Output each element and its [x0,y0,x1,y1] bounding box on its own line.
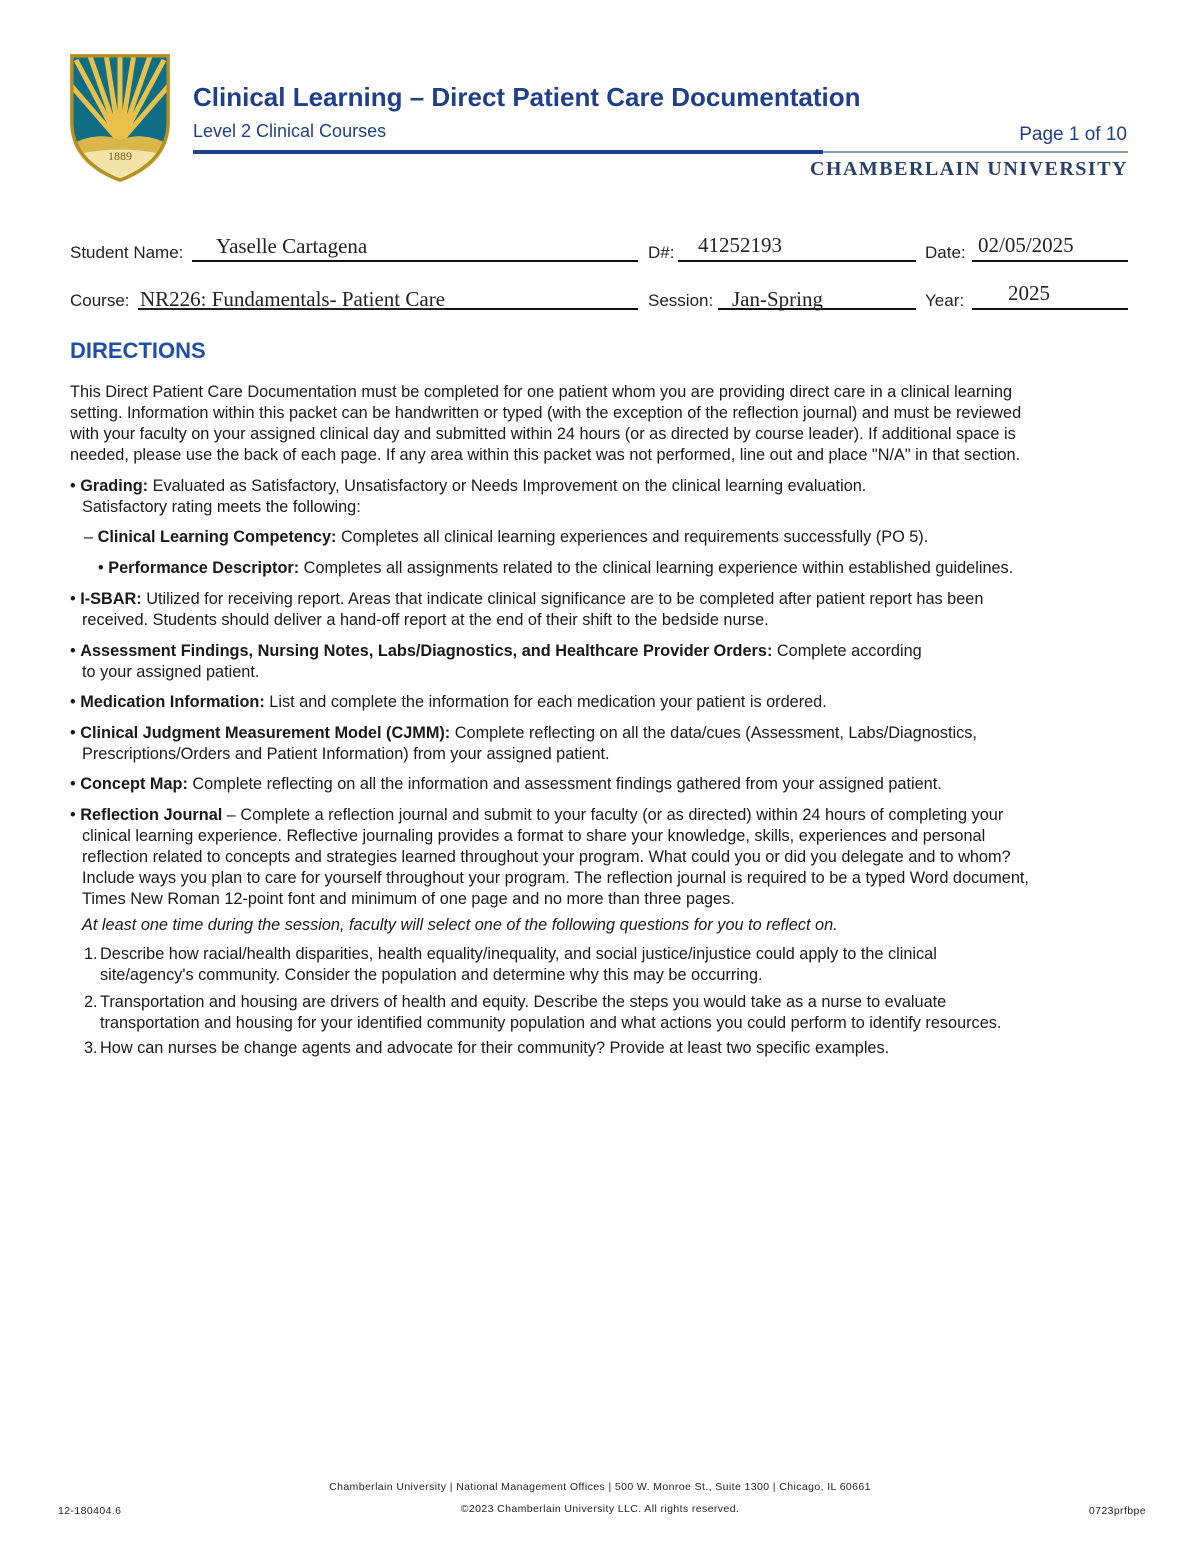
cjmm-text-cont: Prescriptions/Orders and Patient Information) from your assigned patient. [82,745,610,763]
question-text: Transportation and housing are drivers of health and equity. Describe the steps you would take as a nurse to evaluate [100,993,947,1011]
student-name-field[interactable]: Yaselle Cartagena [216,234,368,258]
session-field[interactable]: Jan-Spring [732,287,823,311]
isbar-label: I-SBAR: [80,590,142,608]
medication-item: • Medication Information: List and complete the information for each medication your patient is ordered. [70,693,827,711]
d-number-line [678,260,916,262]
performance-text: Completes all assignments related to the clinical learning experience within established guidelines. [299,559,1014,577]
date-label: Date: [925,243,966,262]
isbar-text-cont: received. Students should deliver a hand-off report at the end of their shift to the bedside nurse. [82,611,769,629]
grading-text: Evaluated as Satisfactory, Unsatisfactory or Needs Improvement on the clinical learning evaluation. [148,477,867,495]
reflection-text-cont: Times New Roman 12-point font and minimum of one page and no more than three pages. [82,890,735,908]
reflection-text: – Complete a reflection journal and submit to your faculty (or as directed) within 24 hours of completing your [222,806,1004,824]
question-text-cont: site/agency's community. Consider the population and determine why this may be occurring. [100,966,763,984]
cjmm-label: Clinical Judgment Measurement Model (CJMM): [80,724,451,742]
concept-map-label: Concept Map: [80,775,188,793]
assessment-item: • Assessment Findings, Nursing Notes, Labs/Diagnostics, and Healthcare Provider Orders: Complete according [70,642,922,660]
reflection-label: Reflection Journal [80,806,223,824]
cjmm-text: Complete reflecting on all the data/cues (Assessment, Labs/Diagnostics, [450,724,977,742]
footer-address: Chamberlain University | National Management Offices | 500 W. Monroe St., Suite 1300 | Chicago, IL 60661 [329,1481,871,1493]
isbar-item: • I-SBAR: Utilized for receiving report. Areas that indicate clinical significance are to be completed after patient report has been [70,590,984,608]
question-number: 2. [84,993,98,1011]
directions-heading: DIRECTIONS [70,338,206,363]
date-field[interactable]: 02/05/2025 [978,233,1074,257]
assessment-text: Complete according [772,642,922,660]
header-rule [193,150,823,154]
question-text: Describe how racial/health disparities, health equality/inequality, and social justice/injustice could apply to the clinical [100,945,937,963]
directions-paragraph [70,382,1130,466]
assessment-text-cont: to your assigned patient. [82,663,260,681]
concept-map-item: • Concept Map: Complete reflecting on all the information and assessment findings gathered from your assigned patient. [70,775,942,793]
performance-label: Performance Descriptor: [108,559,300,577]
paragraph-line: needed, please use the back of each page. If any area within this packet was not performed, line out and place "N/A" in that section. [70,446,1021,464]
student-name-line [192,260,638,262]
paragraph-line: with your faculty on your assigned clinical day and submitted within 24 hours (or as directed by course leader). If additional space is [70,425,1016,443]
isbar-text: Utilized for receiving report. Areas that indicate clinical significance are to be completed after patient report has been [141,590,984,608]
concept-map-text: Complete reflecting on all the information and assessment findings gathered from your assigned patient. [187,775,942,793]
crest-year: 1889 [108,149,132,163]
course-label: Course: [70,291,130,310]
d-number-label: D#: [648,243,675,262]
medication-label: Medication Information: [80,693,265,711]
cjmm-item: • Clinical Judgment Measurement Model (CJMM): Complete reflecting on all the data/cues (Assessment, Labs/Diagnostics, [70,724,977,742]
competency-item: – Clinical Learning Competency: Completes all clinical learning experiences and requirements successfully (PO 5). [84,528,929,546]
reflection-text-cont: clinical learning experience. Reflective journaling provides a format to share your knowledge, skills, experiences and personal [82,827,986,845]
grading-item: • Grading: Evaluated as Satisfactory, Unsatisfactory or Needs Improvement on the clinical learning evaluation. [70,477,867,495]
footer-document-code: 12-180404.6 [58,1505,122,1517]
question-number: 1. [84,945,98,963]
document-title: Clinical Learning – Direct Patient Care Documentation [193,82,861,112]
document-subtitle: Level 2 Clinical Courses [193,121,387,141]
competency-text: Completes all clinical learning experiences and requirements successfully (PO 5). [336,528,929,546]
performance-item: • Performance Descriptor: Completes all assignments related to the clinical learning experience within established guidelines. [98,559,1014,577]
assessment-label: Assessment Findings, Nursing Notes, Labs/Diagnostics, and Healthcare Provider Orders: [80,642,773,660]
grading-label: Grading: [80,477,149,495]
reflection-note: At least one time during the session, faculty will select one of the following questions for you to reflect on. [82,916,838,934]
medication-text: List and complete the information for each medication your patient is ordered. [264,693,827,711]
footer-copyright: ©2023 Chamberlain University LLC. All rights reserved. [460,1503,740,1515]
d-number-field[interactable]: 41252193 [698,233,782,257]
paragraph-line: This Direct Patient Care Documentation must be completed for one patient whom you are providing direct care in a clinical learning [70,383,1013,401]
competency-label: Clinical Learning Competency: [97,528,337,546]
year-field[interactable]: 2025 [1008,281,1050,305]
university-crest-logo [66,52,174,182]
question-text-cont: transportation and housing for your identified community population and what actions you could perform to identify resources. [100,1014,1002,1032]
date-line [972,260,1128,262]
page-number: Page 1 of 10 [1019,124,1127,145]
year-label: Year: [925,291,965,310]
paragraph-line: setting. Information within this packet can be handwritten or typed (with the exception of the reflection journal) and must be reviewed [70,404,1022,422]
student-name-label: Student Name: [70,243,184,262]
footer-revision-code: 0723prfbpe [1088,1505,1146,1517]
header-rule-secondary [823,151,1128,153]
reflection-text-cont: Include ways you plan to care for yourself throughout your program. The reflection journal is required to be a typed Word document, [82,869,1029,887]
reflection-item: • Reflection Journal – Complete a reflection journal and submit to your faculty (or as directed) within 24 hours of completing your [70,806,1004,824]
session-label: Session: [648,291,714,310]
university-wordmark: CHAMBERLAIN UNIVERSITY [809,158,1128,180]
question-text: How can nurses be change agents and advocate for their community? Provide at least two specific examples. [100,1039,890,1057]
reflection-text-cont: reflection related to concepts and strategies learned throughout your program. What could you or did you delegate and to whom? [82,848,1011,866]
grading-text-cont: Satisfactory rating meets the following: [82,498,361,516]
question-number: 3. [84,1039,98,1057]
year-line [972,308,1128,310]
course-field[interactable]: NR226: Fundamentals- Patient Care [140,287,446,311]
